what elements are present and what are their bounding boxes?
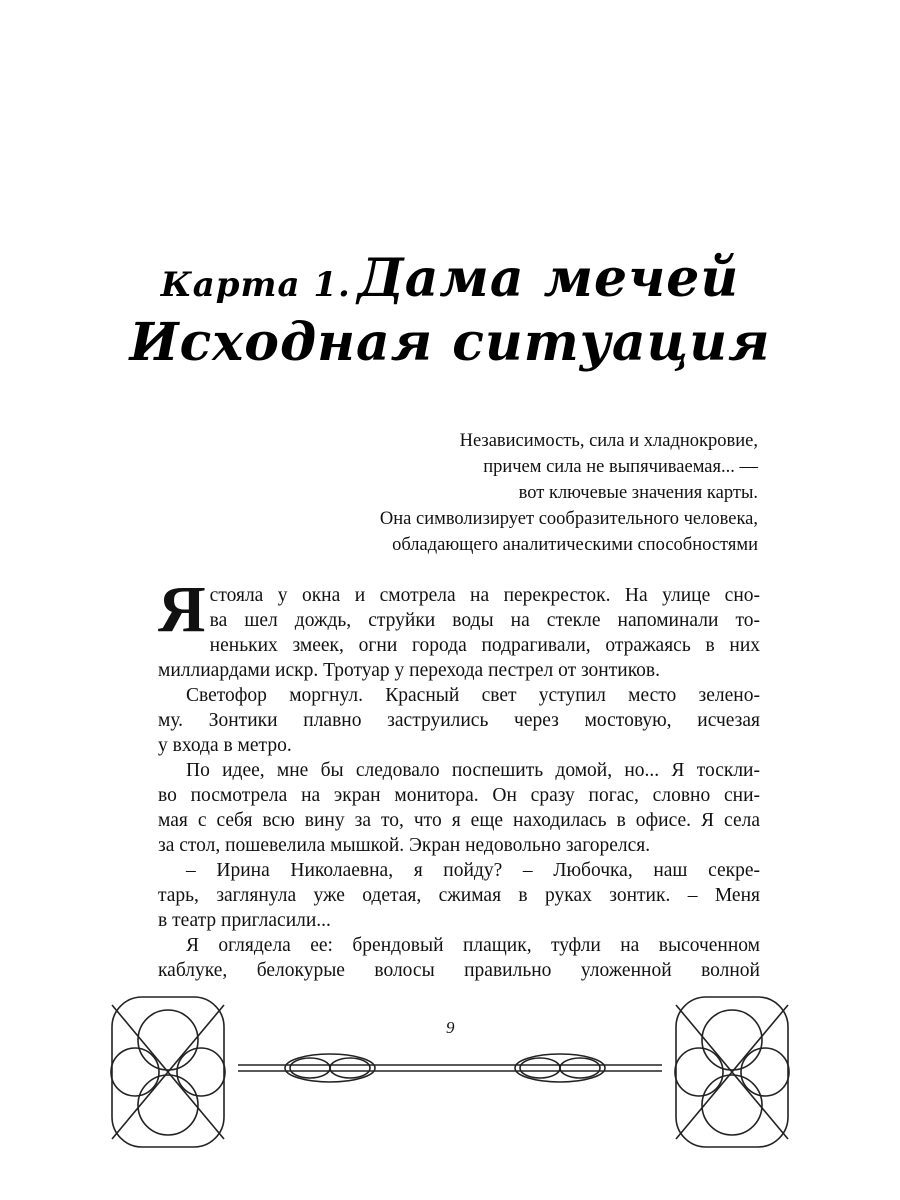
text-line: мая с себя всю вину за то, что я еще находилась в офисе. Я села — [158, 810, 760, 831]
divider-line — [238, 1065, 662, 1071]
epigraph-line: Она символизирует сообразительного человека, — [379, 509, 758, 529]
text-line: неньких змеек, огни города подрагивали, отражаясь в них — [209, 635, 760, 656]
chapter-number: Карта 1. — [160, 265, 351, 305]
drop-cap: Я — [158, 573, 206, 646]
epigraph-line: вот ключевые значения карты. — [518, 483, 758, 503]
text-line: во посмотрела на экран монитора. Он сразу погас, словно сни- — [158, 785, 760, 806]
chapter-title-line1 — [0, 248, 900, 309]
text-line: – Ирина Николаевна, я пойду? – Любочка, наш секре- — [186, 860, 760, 881]
text-line: му. Зонтики плавно заструились через мостовую, исчезая — [158, 710, 760, 731]
epigraph-line: Независимость, сила и хладнокровие, — [459, 431, 758, 451]
celtic-knot-left-icon — [111, 997, 225, 1147]
text-line: у входа в метро. — [158, 735, 292, 756]
text-line: в театр пригласили... — [158, 910, 331, 931]
epigraph — [380, 428, 758, 558]
text-line: тарь, заглянула уже одетая, сжимая в руках зонтик. – Меня — [158, 885, 760, 906]
epigraph-line: обладающего аналитическими способностями — [392, 535, 758, 555]
epigraph-line: причем сила не выпячиваемая... — — [483, 457, 758, 477]
text-line: По идее, мне бы следовало поспешить домой, но... Я тоскли- — [186, 760, 760, 781]
celtic-ornament-footer — [0, 985, 900, 1165]
text-line: каблуке, белокурые волосы правильно уложенной волной — [158, 960, 760, 981]
knot-band-left-icon — [285, 1054, 375, 1082]
chapter-subtitle: Исходная ситуация — [129, 312, 771, 373]
knot-band-right-icon — [515, 1054, 605, 1082]
page-number: 9 — [446, 1018, 455, 1037]
text-line: Светофор моргнул. Красный свет уступил место зелено- — [186, 685, 760, 706]
text-line: за стол, пошевелила мышкой. Экран недовольно загорелся. — [158, 835, 651, 856]
chapter-name: Дама мечей — [357, 248, 740, 309]
body-text — [158, 573, 760, 983]
text-line: Я оглядела ее: брендовый плащик, туфли на высоченном — [186, 935, 760, 956]
text-line: миллиардами искр. Тротуар у перехода пестрел от зонтиков. — [158, 660, 661, 681]
celtic-knot-right-icon — [675, 997, 789, 1147]
text-line: стояла у окна и смотрела на перекресток. На улице сно- — [209, 585, 760, 606]
text-line: ва шел дождь, струйки воды на стекле напоминали то- — [209, 610, 760, 631]
